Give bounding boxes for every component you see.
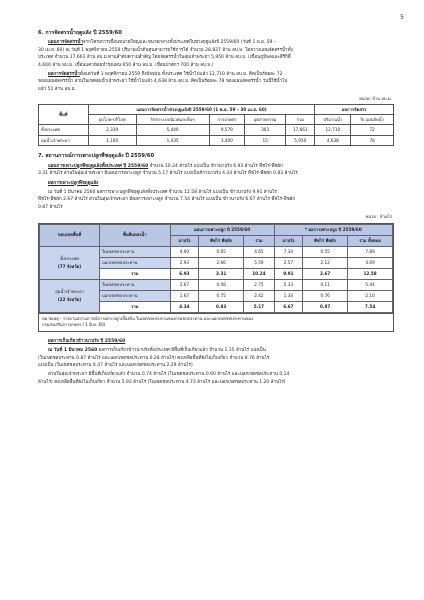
t1-cell: 5,440 — [136, 125, 209, 135]
t1-cell: 1,435 — [136, 135, 209, 145]
t2-total-label: รวม — [100, 301, 171, 312]
t2-cell: 0.11 — [303, 279, 348, 290]
t2-header-source: พื้นที่แหล่งน้ำ — [100, 224, 171, 246]
t1-sub-1: รักษาระบบนิเวศและอื่นๆ — [136, 115, 209, 125]
planting-plan-text-2: 3.31 ล้านไร่ ส่วนในลุ่มเจ้าพระยา มีแผนการเพาะปลูก จำนวน 5.17 ล้านไร่ แบ่งเป็นข้าวนาปรัง 4.34 ล้านไร่ พืชไร่-พืชผัก 0.83 ล้านไร่ — [38, 171, 298, 177]
t2-header-plan: แผนการเพาะปลูก ปี 2559/60 — [170, 224, 274, 235]
t2-region-cell — [40, 246, 100, 279]
plan-text-4: 4,600 ล้าน ลบ.ม. เขื่อนแควน้อยบำรุงแดน 650 ล้าน ลบ.ม. เขื่อนป่าสักฯ 700 ล้าน ลบ.ม.) — [38, 62, 214, 68]
t2-source: นอกเขตชลประทาน — [100, 257, 171, 268]
harvest-date: ณ วันที่ 1 มีนาคม 2560 — [48, 348, 98, 354]
t2-header-region: ขอบเขตพื้นที่ — [40, 224, 100, 246]
t1-header-result: ผลการจัดสรร — [315, 104, 394, 114]
t2-cell: 7.34 — [274, 246, 303, 257]
plan-text-2: 30 เม.ย. 60) ณ วันที่ 1 พฤศจิกายน 2559 ปริมาณน้ำต้นทุนสามารถใช้การได้ จำนวน 28,837 ล้าน ลบ.ม. โดยวางแผนจัดสรรน้ำทั้ง — [38, 47, 293, 53]
t2-sub-3: นาปรัง — [274, 235, 303, 246]
section-7-heading: 7. สถานการณ์การเพาะปลูกพืชฤดูแล้ง ปี 2559/60 — [38, 153, 155, 160]
note-line-1: หมายเหตุ : รายงานสถานการณ์การเพาะปลูกเบื้องต้น ในเขตชลประทานของกรมชลประทาน และนอกเขตชลประทานของ — [42, 315, 254, 321]
planting-plan-text-1: จำนวน 10.24 ล้านไร่ แบ่งเป็น ข้าวนาปรัง 6.93 ล้านไร่ พืชไร่-พืชผัก — [149, 163, 283, 169]
t1-area: ทั้งประเทศ — [39, 125, 89, 135]
harvest-title: ผลการเก็บเกี่ยวข้าวนาปรัง ปี 2559/60 — [48, 338, 126, 344]
table-row — [40, 246, 393, 257]
t2-sub-4: พืชไร่ พืชผัก — [303, 235, 348, 246]
t2-source: ในเขตชลประทาน — [100, 279, 171, 290]
t2-region-cell — [40, 279, 100, 312]
page-number: 5 — [400, 14, 404, 21]
t1-cell: 72 — [351, 125, 394, 135]
t1-sub-3: อุตสาหกรรม — [245, 115, 286, 125]
section-6-plan-paragraph — [38, 39, 394, 69]
t2-total-cell: 0.87 — [303, 301, 348, 312]
t2-cell: 5.33 — [274, 279, 303, 290]
t1-sub-4: รวม — [286, 115, 315, 125]
result-text-1: ตั้งแต่วันที่ 1 พฤศจิกายน 2559 ถึงปัจจุบัน ทั้งประเทศ ใช้น้ำไปแล้ว 12,710 ล้าน ลบ.ม. คิดเป็นร้อยละ 72 — [79, 72, 283, 78]
t2-cell: 2.66 — [199, 257, 244, 268]
t2-cell: 2.42 — [244, 290, 274, 301]
table2-unit: หน่วย : ล้านไร่ — [365, 214, 392, 220]
t1-cell: 2,339 — [88, 125, 136, 135]
section-6-heading: 6. การจัดสรรน้ำฤดูแล้ง ปี 2559/60 — [38, 30, 122, 36]
t2-cell: 0.76 — [303, 290, 348, 301]
plan-text-1: จากโครงการเขื่อนขนาดใหญ่และขนาดกลางทั้งประเทศในช่วงฤดูแล้งปี 2559/60 (วันที่ 1 พ.ย. 59 – — [83, 40, 277, 46]
t1-cell: 78 — [351, 135, 394, 145]
table-row — [40, 279, 393, 290]
t2-cell: 1.34 — [274, 290, 303, 301]
t2-sub-5: รวม ทั้งหมด — [348, 235, 393, 246]
t2-cell: 0.55 — [303, 246, 348, 257]
t2-total-cell: 7.54 — [348, 301, 393, 312]
planting-table — [39, 224, 393, 313]
t2-cell: 2.10 — [348, 290, 393, 301]
result-label: ผลการจัดสรรน้ำ — [48, 72, 80, 78]
harvest-title-line — [38, 338, 394, 345]
t2-cell: 2.93 — [170, 257, 199, 268]
document-body — [38, 30, 394, 388]
t1-header-area: พื้นที่ — [39, 104, 89, 125]
harvest-basin-paragraph — [38, 371, 394, 386]
water-allocation-table — [38, 104, 394, 147]
t2-cell: 7.89 — [348, 246, 393, 257]
t1-cell: 3,400 — [209, 135, 244, 145]
planting-plan-title: แผนการเพาะปลูกพืชฤดูแล้งทั้งประเทศ ปี 2559/60 — [48, 163, 149, 169]
table1-unit: หน่วย: ล้าน ลบ.ม. — [359, 96, 392, 102]
t2-region-name: ทั้งประเทศ — [60, 256, 79, 262]
t1-cell: 5,950 — [286, 135, 315, 145]
t1-cell: 17,661 — [286, 125, 315, 135]
plan-label: แผนการจัดสรรน้ำ — [48, 40, 84, 46]
t2-total-cell: 5.17 — [244, 301, 274, 312]
plan-text-3: ประเทศ จำนวน 17,661 ล้าน ลบ.ม.ตามลำดับความสำคัญ โดยจัดสรรน้ำในลุ่มเจ้าพระยา 5,950 ล้าน ลบ.ม. (เขื่อนภูมิพลและสิริกิติ์ — [38, 55, 291, 61]
note-line-2: กรมส่งเสริมการเกษตร ( 1 มี.ค. 60) — [42, 322, 106, 328]
t2-region-sub: (77 จังหวัด) — [57, 263, 82, 269]
t2-cell: 0.75 — [199, 290, 244, 301]
planting-result-text-2: พืชไร่-พืชผัก 2.67 ล้านไร่ ส่วนในลุ่มเจ้าพระยา มีผลการเพาะปลูก จำนวน 7.54 ล้านไร่ แบ่งเป็น ข้าวนาปรัง 6.67 ล้านไร่ พืชไร่-พืชผัก — [38, 197, 296, 203]
section-7a-paragraph — [38, 163, 394, 178]
t1-sub-5: ปริมาณน้ำ — [315, 115, 351, 125]
t2-cell: 1.67 — [170, 290, 199, 301]
t2-total-cell: 9.91 — [274, 268, 303, 279]
planting-table-box — [38, 223, 394, 332]
t2-cell: 2.57 — [274, 257, 303, 268]
t2-total-cell: 12.58 — [348, 268, 393, 279]
section-7b-paragraph — [38, 189, 394, 211]
t1-sub-0: อุปโภค-บริโภค — [88, 115, 136, 125]
t2-total-cell: 2.67 — [303, 268, 348, 279]
t2-total-cell: 6.93 — [170, 268, 199, 279]
t1-cell: 12,710 — [315, 125, 351, 135]
t2-cell: 2.12 — [303, 257, 348, 268]
t1-cell: 9,579 — [209, 125, 244, 135]
t2-total-cell: 6.67 — [274, 301, 303, 312]
table-row — [39, 135, 394, 145]
t2-source: ในเขตชลประทาน — [100, 246, 171, 257]
t2-region-sub: (22 จังหวัด) — [57, 296, 82, 302]
t2-cell: 5.44 — [348, 279, 393, 290]
t1-cell: 303 — [245, 125, 286, 135]
t2-cell: 4.00 — [170, 246, 199, 257]
t2-total-cell: 3.31 — [199, 268, 244, 279]
planting-result-title: ผลการเพาะปลูกพืชฤดูแล้ง — [48, 180, 99, 186]
t2-cell: 4.69 — [348, 257, 393, 268]
t2-cell: 0.65 — [199, 246, 244, 257]
t1-header-plan: แผนการจัดสรรน้ำช่วงฤดูแล้งปี 2559/60 (1 พ.ย. 59 – 30 เม.ย. 60) — [88, 104, 315, 114]
table2-note — [39, 313, 393, 331]
t2-region-name: ลุ่มน้ำเจ้าพระยา — [55, 289, 84, 295]
t1-sub-6: % แผนจัดน้ำ — [351, 115, 394, 125]
t2-total-label: รวม — [100, 268, 171, 279]
result-text-2: ของแผนจัดสรรน้ำ ส่วนในเขตลุ่มน้ำเจ้าพระยา ใช้น้ำไปแล้ว 4,638 ล้าน ลบ.ม. คิดเป็นร้อยละ 78 ของแผนจัดสรรน้ำ วันนี้ใช้น้ำไป — [38, 79, 288, 85]
t2-cell: 4.65 — [244, 246, 274, 257]
t2-cell: 0.08 — [199, 279, 244, 290]
harvest-text-1: ผลการเก็บเกี่ยวข้าวนาปรังทั้งประเทศ มีพื้นที่เก็บเกี่ยวแล้ว จำนวน 1.15 ล้านไร่ แบ่งเป็น — [98, 348, 266, 354]
t2-total-cell: 0.83 — [199, 301, 244, 312]
t2-total-cell: 4.34 — [170, 301, 199, 312]
t2-source: นอกเขตชลประทาน — [100, 290, 171, 301]
t1-cell: 15 — [245, 135, 286, 145]
harvest-text-3: แบ่งเป็น (ในเขตชลประทาน 6.47 ล้านไร่ และนอกเขตชลประทาน 2.29 ล้านไร่) — [38, 362, 193, 368]
t2-cell: 2.67 — [170, 279, 199, 290]
t2-header-result: * ผลการเพาะปลูก ปี 2559/60 — [274, 224, 392, 235]
t1-area: ลุ่มน้ำเจ้าพระยา — [39, 135, 89, 145]
planting-result-text-3: 0.87 ล้านไร่ — [38, 204, 63, 210]
t2-sub-1: พืชไร่ พืชผัก — [199, 235, 244, 246]
planting-result-text-1: ณ วันที่ 1 มีนาคม 2560 ผลการเพาะปลูกพืชฤดูแล้งทั้งประเทศ จำนวน 12.58 ล้านไร่ แบ่งเป็น ข้าวนาปรัง 9.91 ล้านไร่ — [48, 189, 277, 195]
t2-cell: 5.59 — [244, 257, 274, 268]
t2-sub-2: รวม — [244, 235, 274, 246]
harvest-text-5: ล้านไร่) คงเหลือพื้นที่ยังไม่เก็บเกี่ยว จำนวน 5.93 ล้านไร่ (ในเขตชลประทาน 4.73 ล้านไร่ และนอกเขตชลประทาน 1.20 ล้านไร่) — [38, 379, 286, 385]
result-text-3: แล้ว 51 ล้าน ลบ.ม. — [38, 86, 77, 92]
t1-sub-2: การเกษตร — [209, 115, 244, 125]
t2-total-cell: 10.24 — [244, 268, 274, 279]
t1-cell: 4,638 — [315, 135, 351, 145]
t2-cell: 2.75 — [244, 279, 274, 290]
t1-cell: 1,100 — [88, 135, 136, 145]
section-6-result-paragraph — [38, 71, 394, 93]
harvest-text-2: (ในเขตชลประทาน 0.87 ล้านไร่ และนอกเขตชลประทาน 0.28 ล้านไร่) คงเหลือพื้นที่ยังไม่เก็บเกี่ยว จำนวน 8.76 ล้านไร่ — [38, 355, 270, 361]
table-row — [39, 125, 394, 135]
section-7b-title — [38, 180, 394, 187]
harvest-text-4: ส่วนในลุ่มเจ้าพระยา มีพื้นที่เก็บเกี่ยวแล้ว จำนวน 0.74 ล้านไร่ (ในเขตชลประทาน 0.60 ล้านไร่ และนอกเขตชลประทาน 0.14 — [48, 372, 290, 378]
harvest-paragraph — [38, 347, 394, 369]
t2-sub-0: นาปรัง — [170, 235, 199, 246]
